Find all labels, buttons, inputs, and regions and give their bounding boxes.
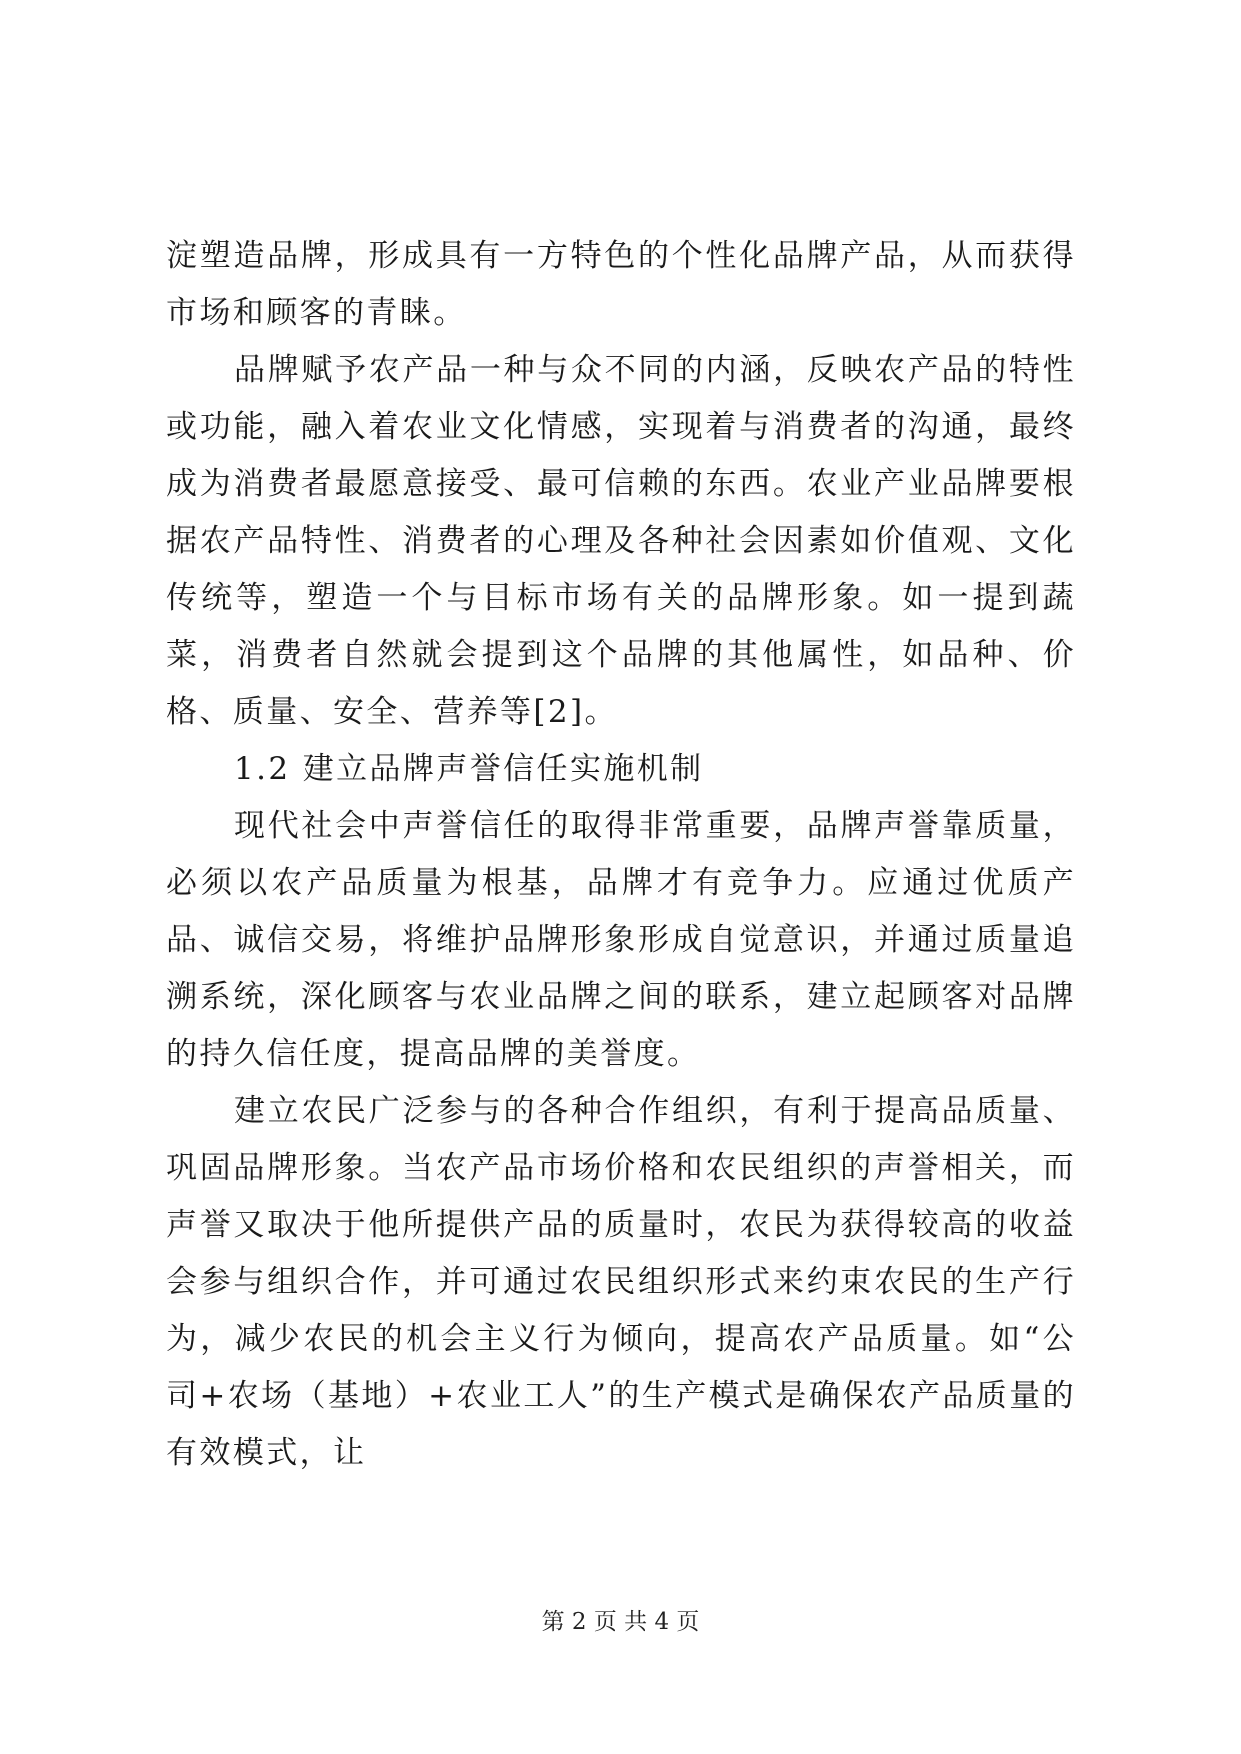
paragraph-brand-connotation: 品牌赋予农产品一种与众不同的内涵，反映农产品的特性或功能，融入着农业文化情感，实现着与消费者的沟通，最终成为消费者最愿意接受、最可信赖的东西。农业产业品牌要根据农产品特性、消费者的心理及各种社会因素如价值观、文化传统等，塑造一个与目标市场有关的品牌形象。如一提到蔬菜，消费者自然就会提到这个品牌的其他属性，如品种、价格、质量、安全、营养等[2]。: [166, 352, 1076, 730]
page-footer: 第 2 页 共 4 页: [541, 1609, 700, 1635]
paragraph-continuation: 淀塑造品牌，形成具有一方特色的个性化品牌产品，从而获得市场和顾客的青睐。: [166, 238, 1076, 331]
paragraph-cooperative-organizations: 建立农民广泛参与的各种合作组织，有利于提高品质量、巩固品牌形象。当农产品市场价格和农民组织的声誉相关，而声誉又取决于他所提供产品的质量时，农民为获得较高的收益会参与组织合作，并可通过农民组织形式来约束农民的生产行为，减少农民的机会主义行为倾向，提高农产品质量。如“公司+农场（基地）+农业工人”的生产模式是确保农产品质量的有效模式，让: [166, 1093, 1076, 1471]
section-heading: 1.2 建立品牌声誉信任实施机制: [234, 751, 704, 787]
document-body: [166, 228, 1076, 1482]
paragraph-reputation-trust: 现代社会中声誉信任的取得非常重要，品牌声誉靠质量，必须以农产品质量为根基，品牌才有竞争力。应通过优质产品、诚信交易，将维护品牌形象形成自觉意识，并通过质量追溯系统，深化顾客与农业品牌之间的联系，建立起顾客对品牌的持久信任度，提高品牌的美誉度。: [166, 808, 1076, 1072]
